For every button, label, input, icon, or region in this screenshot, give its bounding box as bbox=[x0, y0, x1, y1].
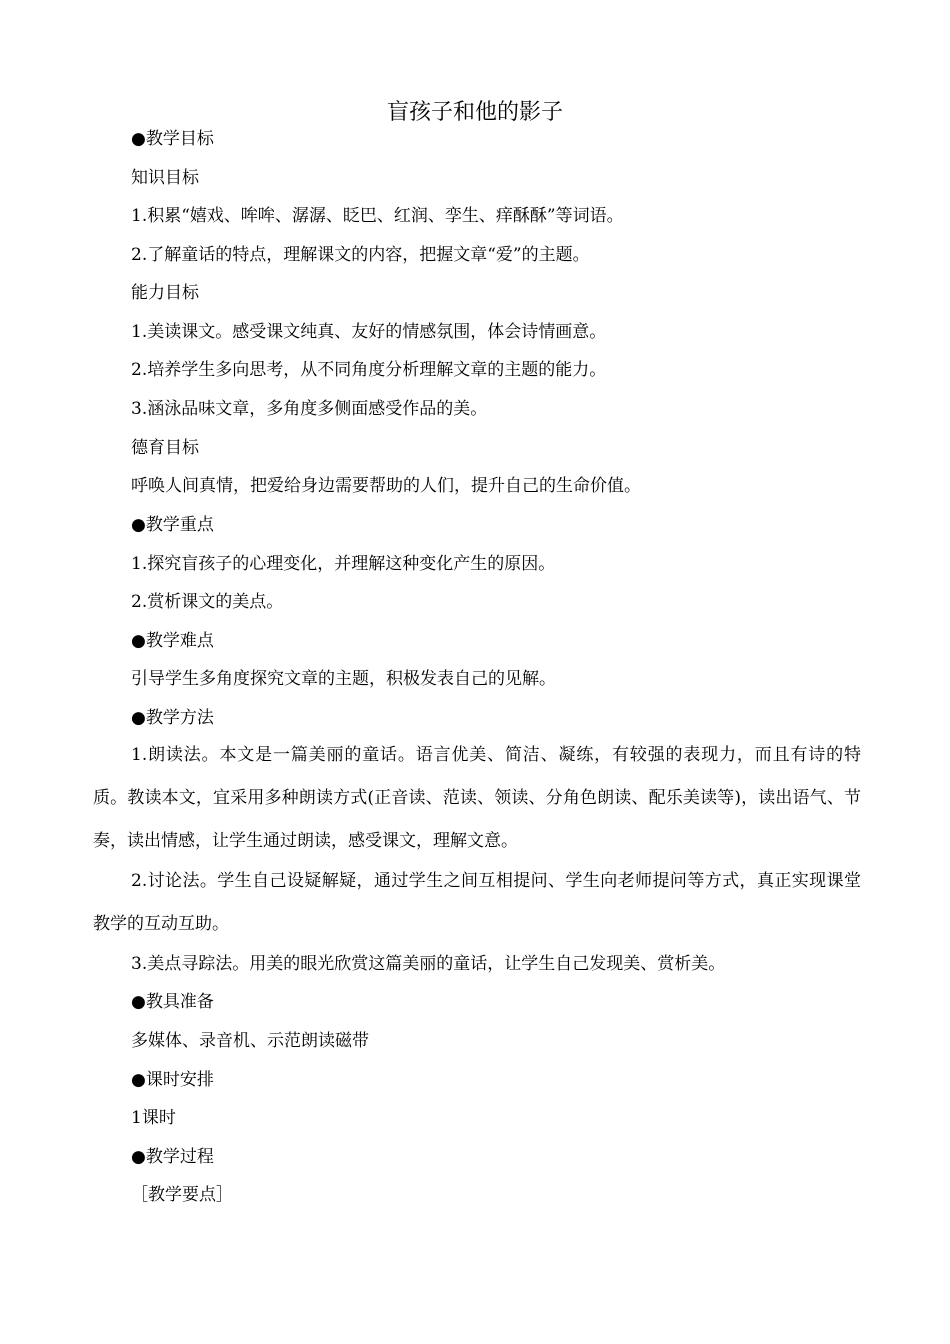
methods-heading: ●教学方法 bbox=[131, 708, 214, 728]
objectives-heading: ●教学目标 bbox=[131, 129, 214, 149]
ability-item: 1.美读课文。感受课文纯真、友好的情感氛围，体会诗情画意。 bbox=[131, 322, 607, 342]
tools-text: 多媒体、录音机、示范朗读磁带 bbox=[131, 1031, 369, 1051]
process-subheading: ［教学要点］ bbox=[131, 1185, 233, 1205]
ability-item: 3.涵泳品味文章，多角度多侧面感受作品的美。 bbox=[131, 399, 488, 419]
difficulties-text: 引导学生多角度探究文章的主题，积极发表自己的见解。 bbox=[131, 669, 556, 689]
document-title: 盲孩子和他的影子 bbox=[386, 100, 563, 125]
key-points-heading: ●教学重点 bbox=[131, 515, 214, 535]
moral-heading: 德育目标 bbox=[131, 438, 199, 458]
method-item: 3.美点寻踪法。用美的眼光欣赏这篇美丽的童话，让学生自己发现美、赏析美。 bbox=[131, 954, 726, 974]
method-paragraph: 1.朗读法。本文是一篇美丽的童话。语言优美、简洁、凝练，有较强的表现力，而且有诗的特质。教读本文，宜采用多种朗读方式(正音读、范读、领读、分角色朗读、配乐美读等)，读出语气、节奏，读出情感，让学生通过朗读，感受课文，理解文意。 bbox=[93, 745, 861, 851]
moral-text: 呼唤人间真情，把爱给身边需要帮助的人们，提升自己的生命价值。 bbox=[131, 476, 641, 496]
key-point-item: 2.赏析课文的美点。 bbox=[131, 592, 284, 612]
schedule-heading: ●课时安排 bbox=[131, 1070, 214, 1090]
key-point-item: 1.探究盲孩子的心理变化，并理解这种变化产生的原因。 bbox=[131, 554, 556, 574]
ability-heading: 能力目标 bbox=[131, 283, 199, 303]
tools-heading: ●教具准备 bbox=[131, 992, 214, 1012]
method-paragraph: 2.讨论法。学生自己设疑解疑，通过学生之间互相提问、学生向老师提问等方式，真正实现课堂教学的互动互助。 bbox=[93, 871, 861, 934]
difficulties-heading: ●教学难点 bbox=[131, 631, 214, 651]
knowledge-heading: 知识目标 bbox=[131, 168, 199, 188]
process-heading: ●教学过程 bbox=[131, 1147, 214, 1167]
schedule-text: 1课时 bbox=[131, 1108, 176, 1128]
ability-item: 2.培养学生多向思考，从不同角度分析理解文章的主题的能力。 bbox=[131, 360, 607, 380]
knowledge-item: 1.积累“嬉戏、哞哞、潺潺、眨巴、红润、孪生、痒酥酥”等词语。 bbox=[131, 206, 624, 226]
knowledge-item: 2.了解童话的特点，理解课文的内容，把握文章“爱”的主题。 bbox=[131, 245, 590, 265]
